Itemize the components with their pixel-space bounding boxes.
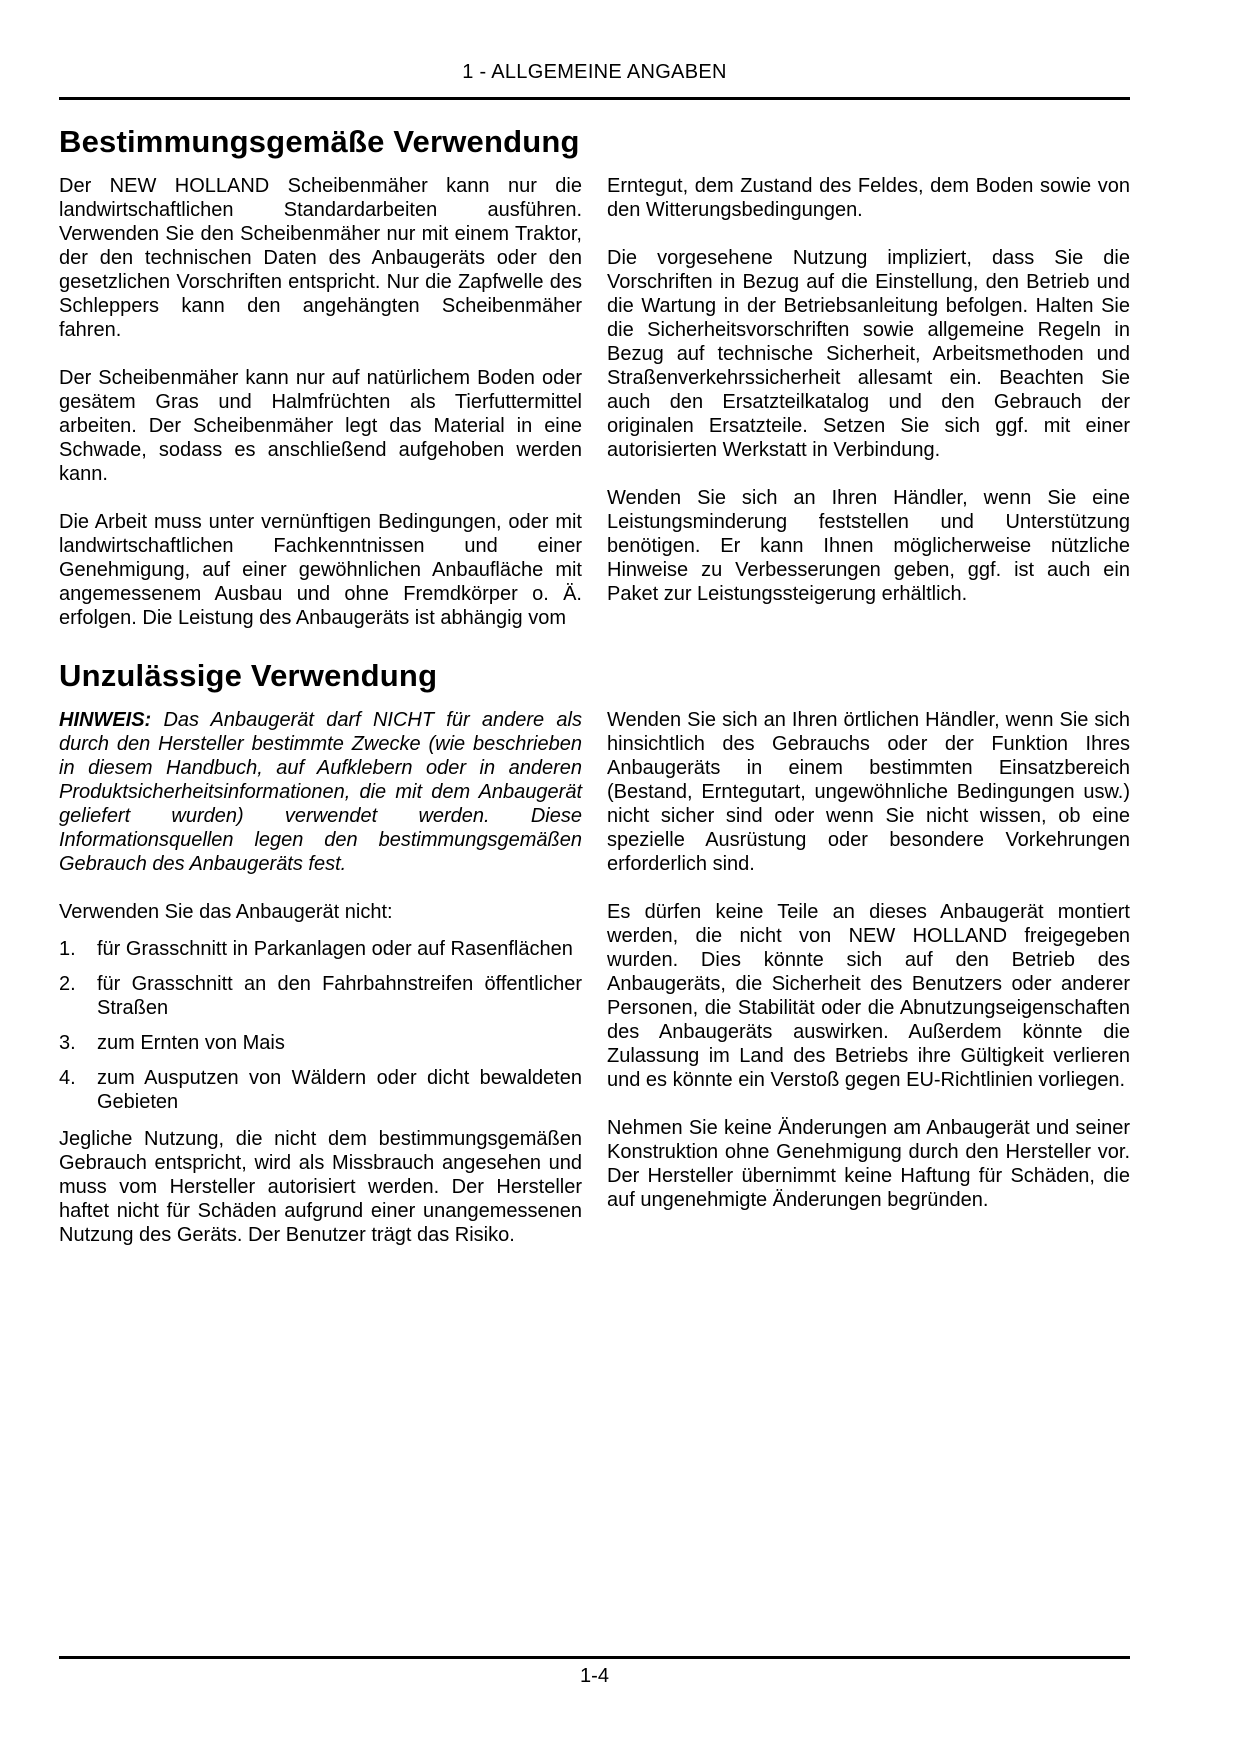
list-number: 3. [59, 1032, 76, 1054]
paragraph: Wenden Sie sich an Ihren örtlichen Händler, wenn Sie sich hinsichtlich des Gebrauchs oder der Funktion Ihres Anbaugeräts in einem bestimmten Einsatzbereich (Bestand, Erntegutart, ungewöhnliche Bedingungen usw.) nicht sicher sind oder wenn Sie nicht wissen, ob eine spezielle Ausrüstung oder besondere Vorkehrungen erforderlich sind. [607, 709, 1130, 875]
list-text: zum Ernten von Mais [97, 1032, 285, 1054]
list-text: für Grasschnitt an den Fahrbahnstreifen öffentlicher Straßen [97, 973, 582, 1019]
paragraph: Der Scheibenmäher kann nur auf natürlichem Boden oder gesätem Gras und Halmfrüchten als Tierfuttermittel arbeiten. Der Scheibenmäher legt das Material in eine Schwade, sodass es anschließend aufgehoben werden kann. [59, 367, 582, 485]
list-number: 4. [59, 1067, 76, 1089]
paragraph: Die vorgesehene Nutzung impliziert, dass Sie die Vorschriften in Bezug auf die Einstellung, den Betrieb und die Wartung in der Betriebsanleitung befolgen. Halten Sie die Sicherheitsvorschriften sowie allgemeine Regeln in Bezug auf technische Sicherheit, Arbeitsmethoden und Straßenverkehrssicherheit allesamt ein. Beachten Sie auch den Ersatzteilkatalog und den Gebrauch der originalen Ersatzteile. Setzen Sie sich ggf. mit einer autorisierten Werkstatt in Verbindung. [607, 247, 1130, 461]
note-label: HINWEIS: [59, 709, 152, 731]
list-item [59, 1066, 582, 1114]
paragraph: Es dürfen keine Teile an dieses Anbaugerät montiert werden, die nicht von NEW HOLLAND freigegeben wurden. Dies könnte sich auf den Betrieb des Anbaugeräts, die Sicherheit des Benutzers oder anderer Personen, die Stabilität oder die Abnutzungseigenschaften des Anbaugeräts auswirken. Außerdem könnte die Zulassung im Land des Betriebs ihre Gültigkeit verlieren und es könnte ein Verstoß gegen EU-Richtlinien vorliegen. [607, 901, 1130, 1091]
list-item [59, 972, 582, 1020]
list-intro: Verwenden Sie das Anbaugerät nicht: [59, 901, 393, 923]
note-text: Das Anbaugerät darf NICHT für andere als durch den Hersteller bestimmte Zwecke (wie beschrieben in diesem Handbuch, auf Aufklebern oder in anderen Produktsicherheitsinformationen, die mit dem Anbaugerät geliefert wurden) verwendet werden. Diese Informationsquellen legen den bestimmungsgemäßen Gebrauch des Anbaugeräts fest. [59, 709, 582, 875]
list-item [59, 937, 582, 961]
list-number: 1. [59, 938, 76, 960]
paragraph: Der NEW HOLLAND Scheibenmäher kann nur die landwirtschaftlichen Standardarbeiten ausführen. Verwenden Sie den Scheibenmäher nur mit einem Traktor, der den technischen Daten des Anbaugeräts oder den gesetzlichen Vorschriften entspricht. Nur die Zapfwelle des Schleppers kann den angehängten Scheibenmäher fahren. [59, 175, 582, 341]
section2-title: Unzulässige Verwendung [59, 658, 438, 693]
paragraph: Nehmen Sie keine Änderungen am Anbaugerät und seiner Konstruktion ohne Genehmigung durch den Hersteller vor. Der Hersteller übernimmt keine Haftung für Schäden, die auf ungenehmigte Änderungen begründen. [607, 1117, 1130, 1211]
section1-left-column [59, 174, 582, 654]
page-number: 1-4 [580, 1665, 609, 1687]
section2-columns [59, 708, 1130, 1271]
chapter-header: 1 - ALLGEMEINE ANGABEN [462, 61, 727, 83]
footer-rule [59, 1656, 1130, 1659]
paragraph: Jegliche Nutzung, die nicht dem bestimmungsgemäßen Gebrauch entspricht, wird als Missbrauch angesehen und muss vom Hersteller autorisiert werden. Der Hersteller haftet nicht für Schäden aufgrund einer unangemessenen Nutzung des Geräts. Der Benutzer trägt das Risiko. [59, 1128, 582, 1246]
list-item [59, 1031, 582, 1055]
section1-right-column [607, 174, 1130, 630]
paragraph: Wenden Sie sich an Ihren Händler, wenn Sie eine Leistungsminderung feststellen und Unterstützung benötigen. Er kann Ihnen möglicherweise nützliche Hinweise zu Verbesserungen geben, ggf. ist auch ein Paket zur Leistungssteigerung erhältlich. [607, 487, 1130, 605]
list-text: zum Ausputzen von Wäldern oder dicht bewaldeten Gebieten [97, 1067, 582, 1113]
paragraph: Die Arbeit muss unter vernünftigen Bedingungen, oder mit landwirtschaftlichen Fachkenntnissen und einer Genehmigung, auf einer gewöhnlichen Anbaufläche mit angemessenem Ausbau und ohne Fremdkörper o. Ä. erfolgen. Die Leistung des Anbaugeräts ist abhängig vom [59, 511, 582, 629]
header-rule [59, 97, 1130, 100]
section2-right-column [607, 708, 1130, 1236]
section1-columns [59, 174, 1130, 654]
section2-left-column [59, 708, 582, 1271]
paragraph: Erntegut, dem Zustand des Feldes, dem Boden sowie von den Witterungsbedingungen. [607, 175, 1130, 221]
list-number: 2. [59, 973, 76, 995]
section1-title: Bestimmungsgemäße Verwendung [59, 124, 580, 159]
list-text: für Grasschnitt in Parkanlagen oder auf Rasenflächen [97, 938, 573, 960]
page-footer [59, 1656, 1130, 1688]
note-paragraph [59, 708, 582, 876]
prohibited-uses-list [59, 937, 582, 1114]
